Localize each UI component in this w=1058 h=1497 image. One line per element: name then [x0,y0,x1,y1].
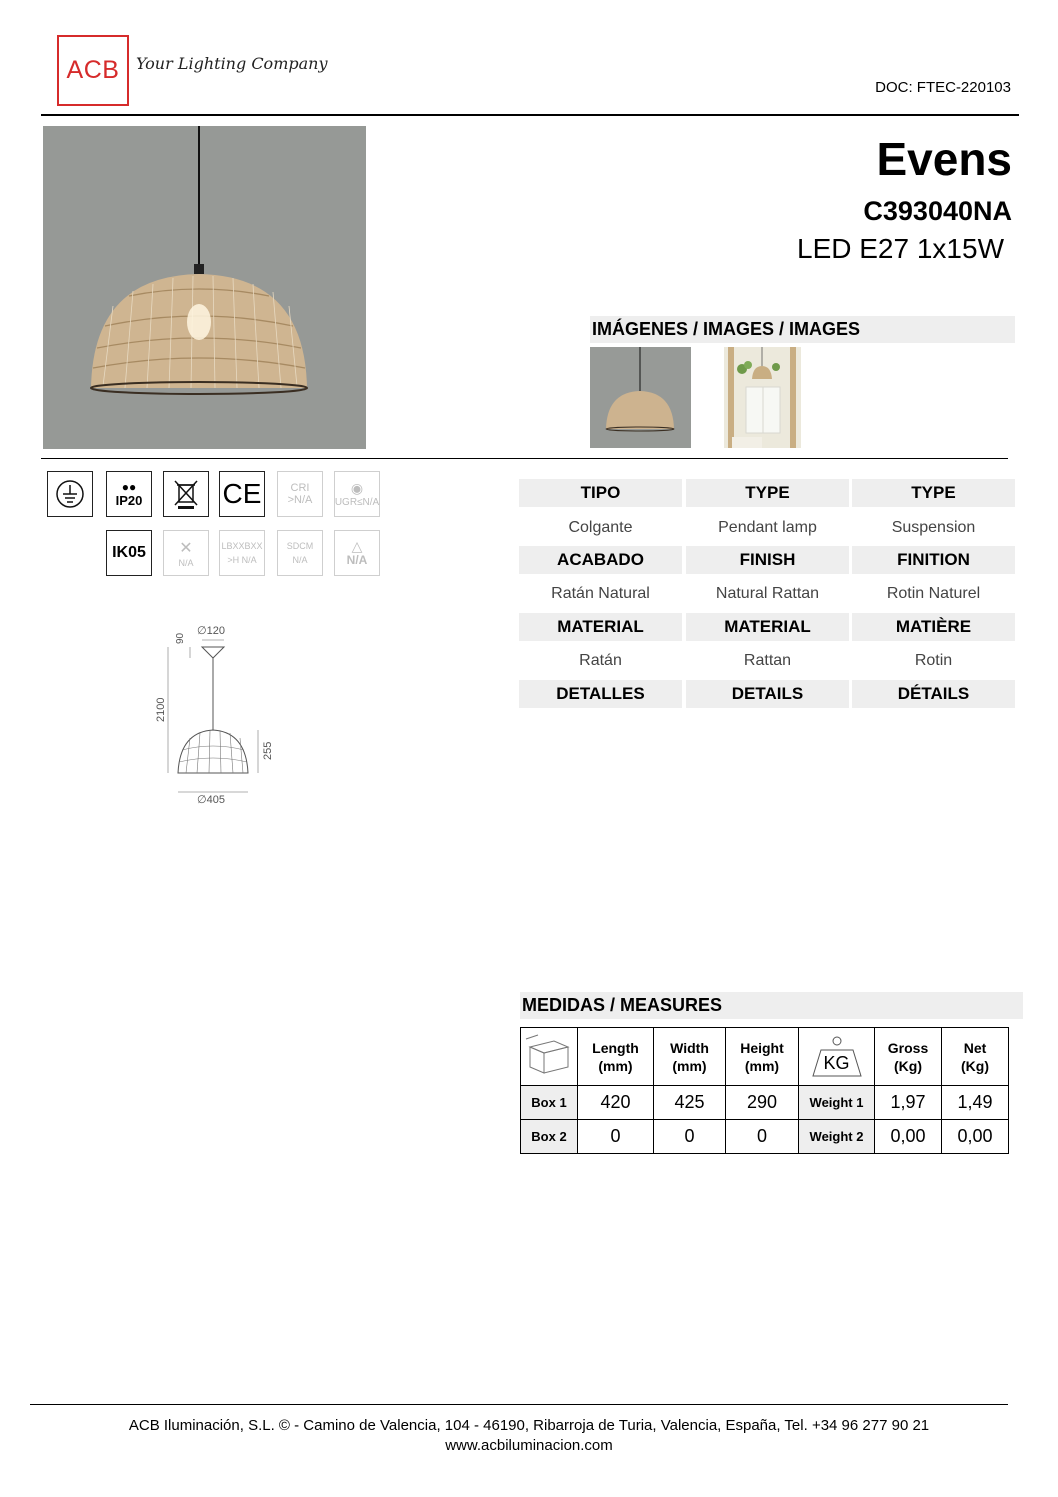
table-head-cell: MATERIAL [519,613,682,641]
table-value-cell: Ratán Natural [551,585,650,602]
dim-total-height: 2100 [155,697,167,722]
pendant-lamp-illustration [43,126,366,449]
earth-class-icon [47,471,93,517]
ik-rating-icon [106,530,152,576]
table-head-cell: DETAILS [686,680,849,708]
kg-label: KG [823,1052,850,1073]
table-row [521,1086,1009,1120]
triangle-icon: △ [351,538,363,554]
gross-header-label: Gross [887,1039,929,1056]
width-header [654,1028,726,1086]
measures-header-row [521,1028,1009,1086]
ugr-eye-icon [334,471,380,517]
thumbnail-room-illustration [724,347,801,448]
dimension-drawing [150,620,290,810]
length-header [578,1028,654,1086]
height-value: 0 [726,1120,799,1154]
water-drops-icon: ●● [121,479,137,494]
weight-label: Weight 2 [799,1120,875,1154]
thumbnail-lamp-illustration [590,347,691,448]
ip-rating-icon [106,471,152,517]
weight-label: Weight 1 [799,1086,875,1120]
table-value-cell: Rotin [914,652,953,669]
lifetime-label-top: LBXXBXX [221,541,263,551]
table-head-cell: MATIÈRE [852,613,1015,641]
table-head-cell: MATERIAL [686,613,849,641]
kg-weight-icon [807,1034,867,1080]
table-value-cell: Colgante [568,519,633,536]
cri-label: CRI >N/A [287,482,313,506]
images-section-title: IMÁGENES / IMAGES / IMAGES [590,316,1015,343]
table-head-cell: TYPE [686,479,849,507]
lifetime-label-bottom: >H N/A [227,555,257,565]
top-divider [41,114,1019,116]
length-header-unit: (mm) [598,1057,633,1074]
table-value-cell: Ratán [579,652,622,669]
net-header [942,1028,1009,1086]
length-header-label: Length [592,1039,639,1056]
product-info-table [519,479,1019,719]
product-code: C393040NA [863,196,1012,226]
height-value: 290 [726,1086,799,1120]
logo-text: ACB [66,56,120,84]
net-header-unit: (Kg) [961,1057,989,1074]
box-label: Box 2 [521,1120,578,1154]
net-value: 0,00 [942,1120,1009,1154]
beam-angle-icon [334,530,380,576]
thumbnail-ambient[interactable] [724,347,801,448]
weight-icon-cell [799,1028,875,1086]
length-value: 420 [578,1086,654,1120]
table-value-cell: Rattan [743,652,792,669]
gross-value: 1,97 [875,1086,942,1120]
dim-shade-diameter: ∅405 [197,794,225,806]
table-row [521,1120,1009,1154]
document-reference: DOC: FTEC-220103 [875,79,1011,96]
footer-website-link[interactable]: www.acbiluminacion.com [445,1437,613,1454]
sdcm-label-bottom: N/A [292,555,308,565]
cri-icon [277,471,323,517]
width-header-label: Width [670,1039,709,1056]
footer-divider [30,1404,1008,1405]
width-value: 425 [654,1086,726,1120]
table-value-cell: Natural Rattan [715,585,820,602]
ce-mark-icon [219,471,265,517]
product-spec: LED E27 1x15W [797,233,1004,264]
table-head-cell: DETALLES [519,680,682,708]
weee-bin-icon [163,471,209,517]
measures-table [520,1027,1009,1154]
height-header [726,1028,799,1086]
ip-rating-label: IP20 [115,492,143,508]
dim-canopy-height: 90 [175,632,186,644]
width-header-unit: (mm) [672,1057,707,1074]
table-head-cell: DÉTAILS [852,680,1015,708]
net-value: 1,49 [942,1086,1009,1120]
table-head-cell: TYPE [852,479,1015,507]
length-value: 0 [578,1120,654,1154]
gross-header [875,1028,942,1086]
dimension-drawing-svg [150,620,290,810]
dim-top-diameter: ∅120 [197,625,225,637]
product-main-image [43,126,366,449]
table-head-cell: TIPO [519,479,682,507]
table-value-cell: Rotin Naturel [886,585,981,602]
sdcm-label-top: SDCM [286,541,314,551]
gross-value: 0,00 [875,1120,942,1154]
dim-shade-height: 255 [262,741,274,760]
ugr-label: UGR≤N/A [334,497,380,508]
net-header-label: Net [963,1039,987,1056]
height-header-label: Height [740,1039,784,1056]
table-head-cell: FINITION [852,546,1015,574]
box-icon [524,1031,574,1077]
gross-header-unit: (Kg) [894,1057,922,1074]
table-head-cell: FINISH [686,546,849,574]
box-icon-cell [521,1028,578,1086]
footer-address: ACB Iluminación, S.L. © - Camino de Valencia, 104 - 46190, Ribarroja de Turia, Valencia, España, Tel. +34 96 277 90 21 [128,1417,930,1434]
eye-icon: ◉ [350,480,364,496]
ik-rating-label: IK05 [112,544,146,561]
width-value: 0 [654,1120,726,1154]
thumbnail-product[interactable] [590,347,691,448]
table-head-cell: ACABADO [519,546,682,574]
tagline: Your Lighting Company [136,54,328,73]
acb-logo [57,35,129,106]
middle-divider [41,458,1008,459]
crossed-bulb-icon: ✕ [179,540,193,557]
no-dimmable-label: N/A [178,558,194,568]
no-dimmable-icon [163,530,209,576]
ce-mark-label: CE [222,478,262,509]
table-value-cell: Suspension [891,519,976,536]
measures-section-title: MEDIDAS / MEASURES [520,992,1023,1019]
beam-angle-label: N/A [346,553,368,567]
sdcm-icon [277,530,323,576]
table-value-cell: Pendant lamp [718,519,817,536]
box-label: Box 1 [521,1086,578,1120]
product-name: Evens [876,133,1012,185]
height-header-unit: (mm) [744,1057,780,1074]
lifetime-icon [219,530,265,576]
